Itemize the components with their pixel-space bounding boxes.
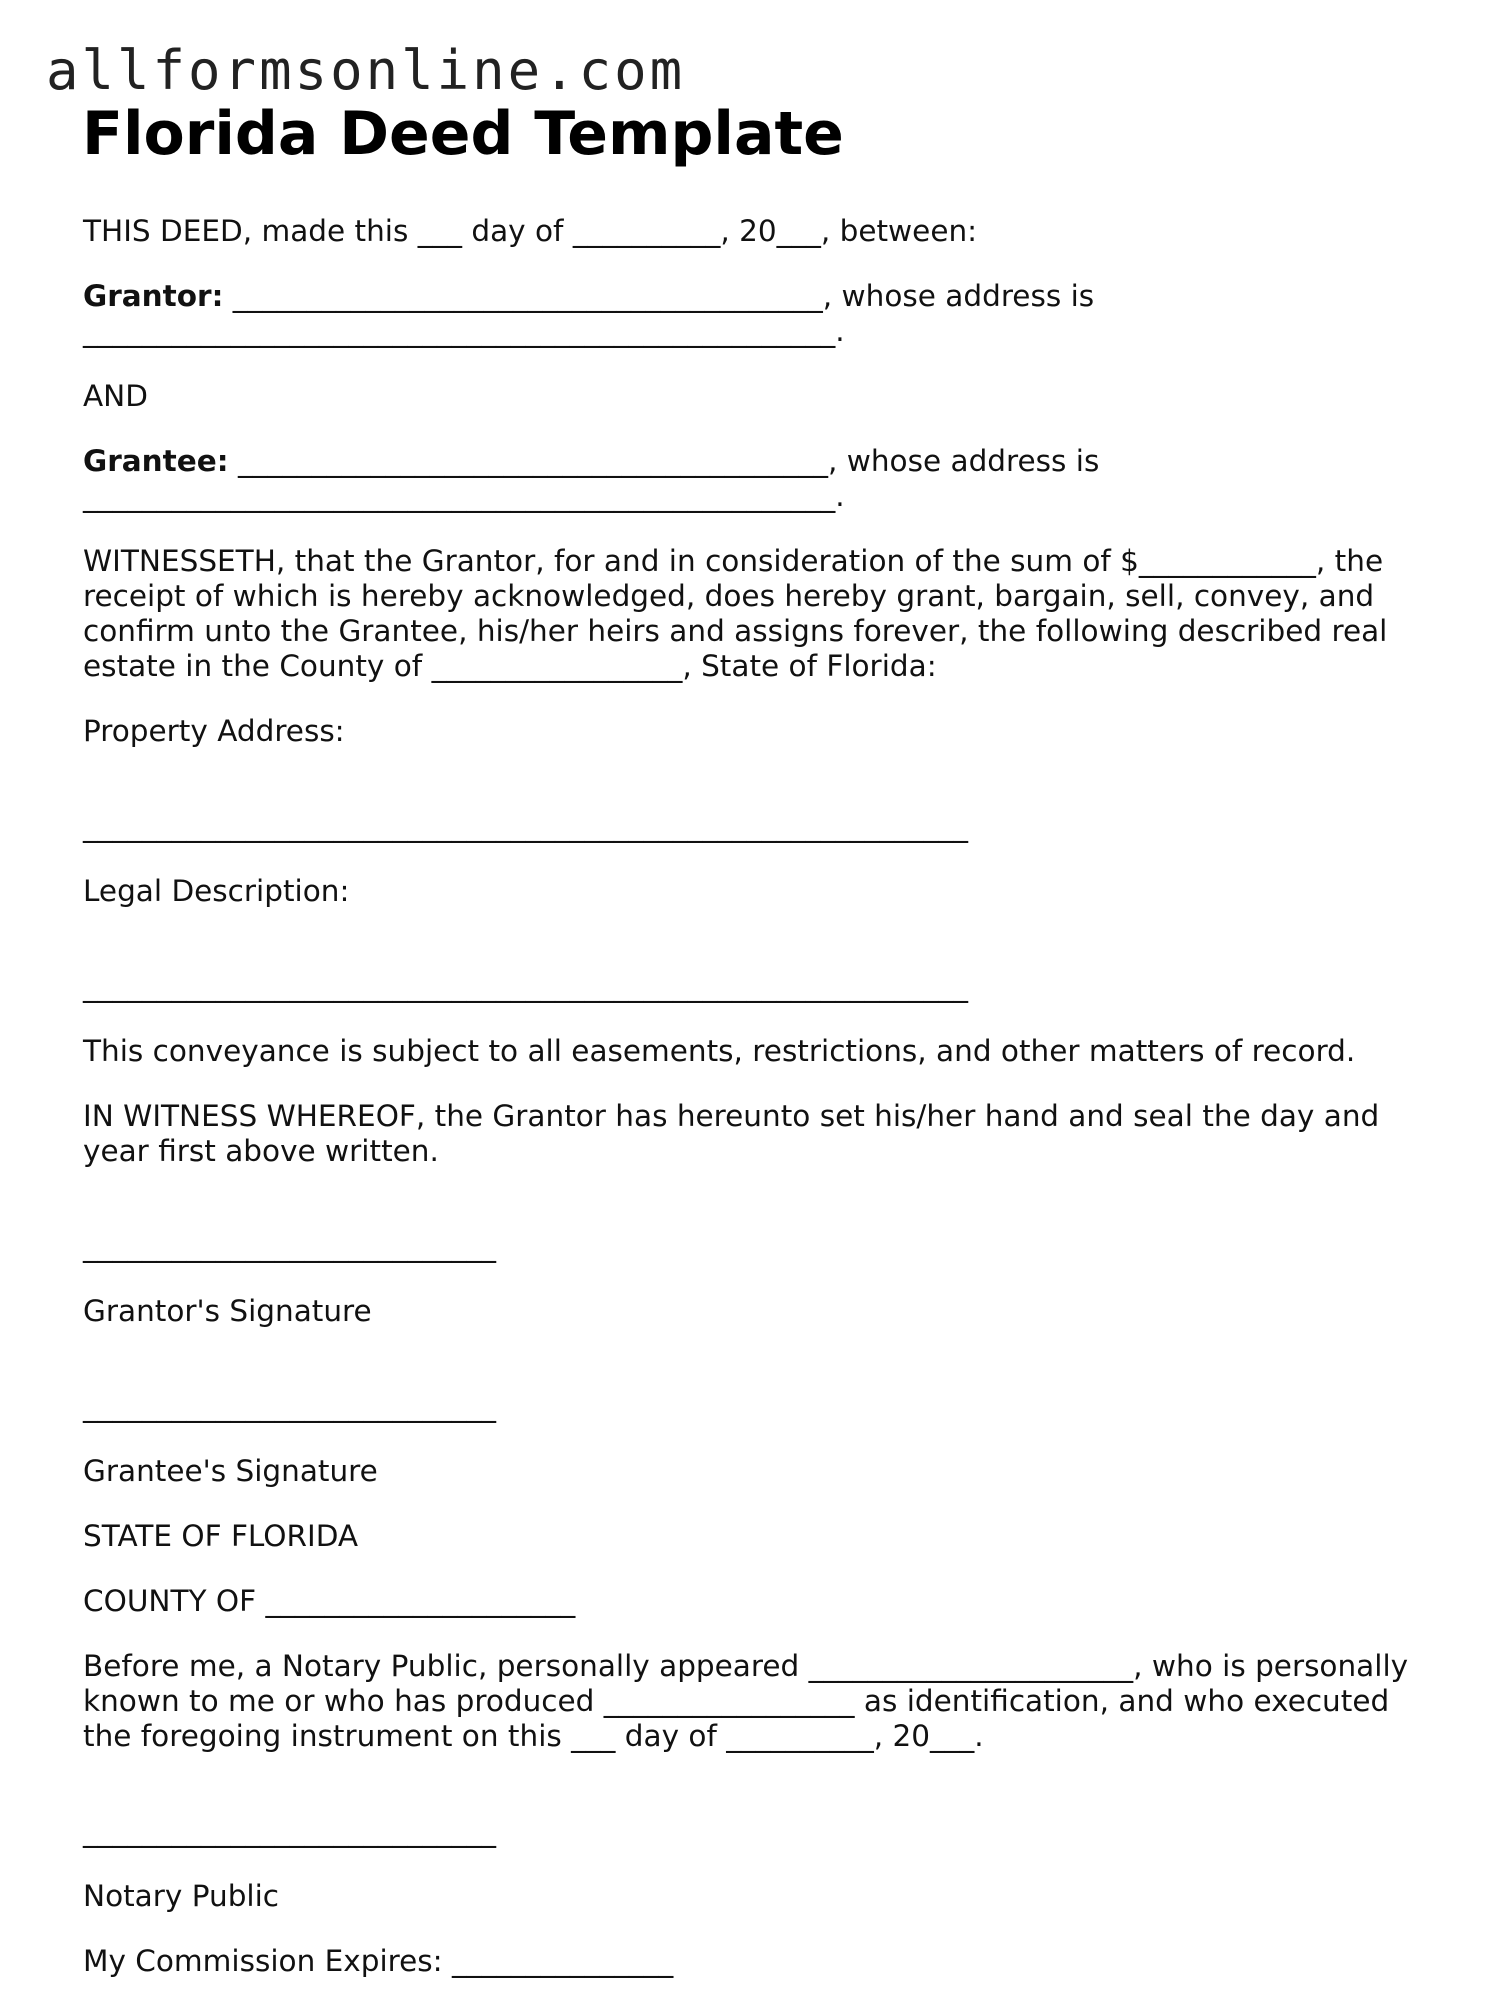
site-watermark: allformsonline.com	[46, 39, 686, 102]
grantor-block	[83, 279, 1443, 349]
notary-public-label: Notary Public	[83, 1879, 280, 1913]
grantor-signature-label: Grantor's Signature	[83, 1294, 372, 1328]
witnesseth-paragraph: WITNESSETH, that the Grantor, for and in consideration of the sum of $____________, the receipt of which is hereby acknowledged, does hereby grant, bargain, sell, convey, and confirm unto the Grantee, his/her heirs and assigns forever, the following described real estate in the County of _________________, State of Florida:	[83, 544, 1388, 683]
in-witness-paragraph: IN WITNESS WHEREOF, the Grantor has hereunto set his/her hand and seal the day and year first above written.	[83, 1099, 1380, 1168]
notary-paragraph: Before me, a Notary Public, personally appeared ______________________, who is personally known to me or who has produced _________________ as identification, and who executed the foregoing instrument on this ___ day of __________, 20___.	[83, 1649, 1409, 1753]
grantee-block	[83, 444, 1443, 514]
grantee-name-field: ________________________________________, whose address is	[228, 444, 1100, 478]
county-line: COUNTY OF _____________________	[83, 1584, 576, 1618]
grantee-signature-label: Grantee's Signature	[83, 1454, 378, 1488]
grantor-address-field: ___________________________________________________.	[83, 314, 845, 348]
property-address-label: Property Address:	[83, 714, 345, 748]
grantor-label: Grantor:	[83, 279, 224, 313]
page-title: Florida Deed Template	[82, 99, 844, 169]
grantee-address-field: ___________________________________________________.	[83, 479, 845, 513]
grantor-name-field: ________________________________________, whose address is	[223, 279, 1095, 313]
legal-description-label: Legal Description:	[83, 874, 350, 908]
commission-expires-line: My Commission Expires: _______________	[83, 1944, 674, 1978]
and-text: AND	[83, 379, 148, 413]
grantee-label: Grantee:	[83, 444, 229, 478]
grantor-signature-line: ____________________________	[83, 1229, 496, 1263]
property-address-field: ____________________________________________________________	[83, 809, 968, 843]
legal-description-field: ____________________________________________________________	[83, 969, 968, 1003]
deed-intro: THIS DEED, made this ___ day of __________, 20___, between:	[83, 214, 978, 248]
grantee-signature-line: ____________________________	[83, 1389, 496, 1423]
notary-signature-line: ____________________________	[83, 1814, 496, 1848]
state-line: STATE OF FLORIDA	[83, 1519, 359, 1553]
deed-body	[83, 214, 1443, 2009]
subject-to-paragraph: This conveyance is subject to all easements, restrictions, and other matters of record.	[83, 1034, 1356, 1068]
